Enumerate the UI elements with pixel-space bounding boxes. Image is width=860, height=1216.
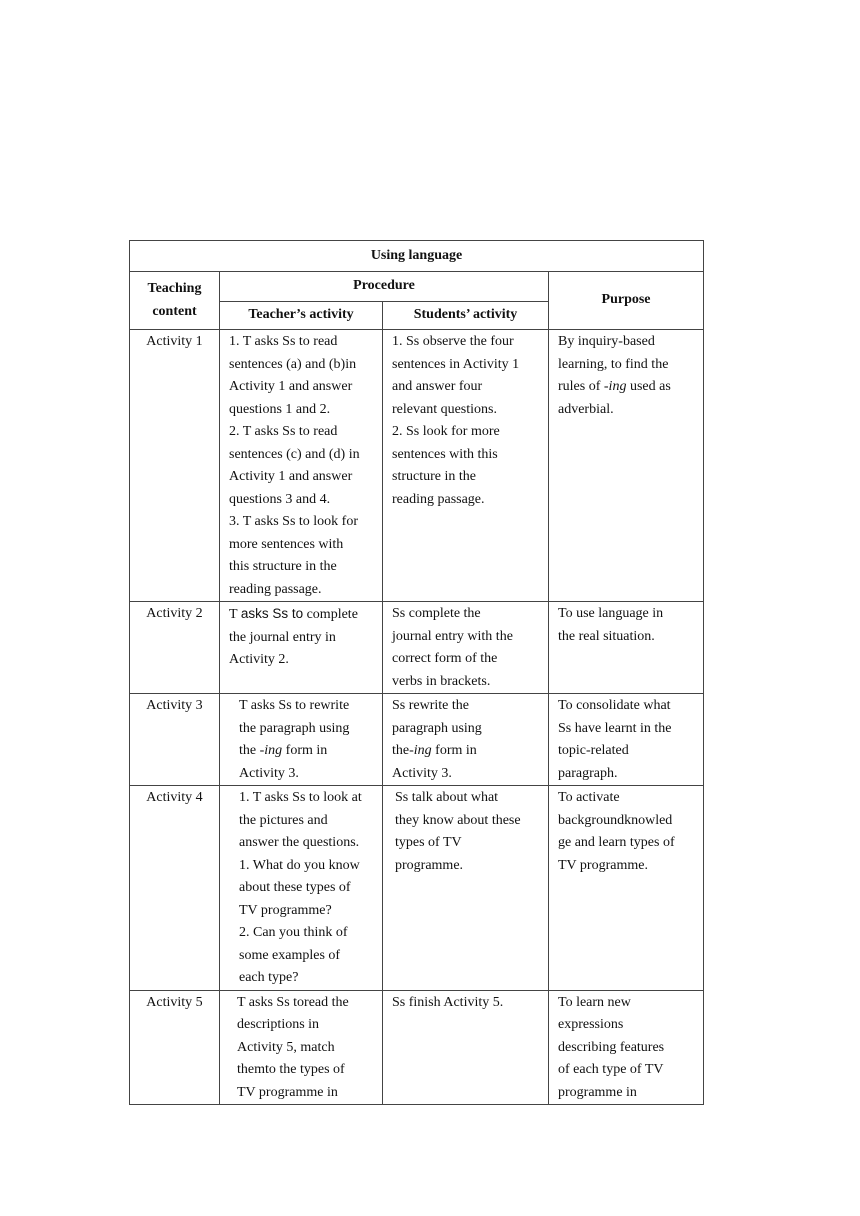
cell-text: correct form of the xyxy=(392,651,498,666)
cell-line xyxy=(392,992,539,1015)
cell-text: Ss finish Activity 5. xyxy=(392,994,504,1010)
cell-line xyxy=(392,466,539,489)
students-activity-cell xyxy=(383,990,549,1105)
cell-text: -ing xyxy=(603,379,627,394)
cell-text: ge and learn types of xyxy=(558,835,675,850)
cell-text: 1. What do you know xyxy=(239,857,360,873)
activity-label-text: Activity 4 xyxy=(146,790,203,805)
header-teaching-content-line-1: Teaching xyxy=(147,281,202,296)
cell-line xyxy=(239,787,373,810)
cell-line xyxy=(395,787,539,810)
cell-line xyxy=(239,832,373,855)
purpose-cell xyxy=(549,990,704,1105)
cell-text: and answer four xyxy=(392,379,483,394)
activity-label xyxy=(130,990,220,1105)
cell-line xyxy=(229,331,373,354)
purpose-cell xyxy=(549,602,704,694)
cell-line xyxy=(229,511,373,534)
table-row xyxy=(130,786,704,991)
cell-line xyxy=(237,992,373,1015)
cell-text: questions 1 and 2. xyxy=(229,401,331,417)
cell-line xyxy=(229,354,373,377)
cell-line xyxy=(558,1059,694,1082)
cell-text: TV programme in xyxy=(237,1084,338,1100)
cell-text: answer the questions. xyxy=(239,835,360,850)
cell-line xyxy=(395,855,539,878)
cell-text: topic-related xyxy=(558,743,629,758)
cell-text: the paragraph using xyxy=(239,720,350,736)
cell-line xyxy=(558,695,694,718)
cell-line xyxy=(392,603,539,626)
cell-text: this structure in the xyxy=(229,559,337,574)
cell-text: 1. T asks Ss to read xyxy=(229,334,338,349)
lesson-plan-table xyxy=(129,240,704,1105)
activity-label-text: Activity 3 xyxy=(146,698,203,713)
cell-text: journal entry with the xyxy=(392,628,513,644)
cell-line xyxy=(392,763,539,786)
cell-line xyxy=(229,649,373,672)
cell-text: 3. T asks Ss to look for xyxy=(229,514,358,529)
cell-line xyxy=(392,354,539,377)
activity-label-text: Activity 2 xyxy=(146,606,203,621)
cell-text: questions 3 and 4. xyxy=(229,491,331,507)
cell-text: describing features xyxy=(558,1039,665,1055)
cell-line xyxy=(392,444,539,467)
cell-text: the xyxy=(392,743,410,758)
cell-line xyxy=(237,1059,373,1082)
cell-line xyxy=(239,855,373,878)
cell-line xyxy=(239,740,373,763)
cell-line xyxy=(558,354,694,377)
table-title: Using language xyxy=(130,241,704,272)
cell-line xyxy=(229,534,373,557)
cell-text: some examples of xyxy=(239,947,341,963)
cell-text: Activity 1 and answer xyxy=(229,379,353,394)
cell-text: paragraph. xyxy=(558,765,618,781)
cell-line xyxy=(392,648,539,671)
cell-line xyxy=(239,810,373,833)
cell-text: form in xyxy=(282,743,328,758)
cell-text: Ss complete the xyxy=(392,606,481,621)
cell-line xyxy=(392,489,539,512)
cell-line xyxy=(558,718,694,741)
cell-text: -ing xyxy=(259,743,283,758)
cell-line xyxy=(229,466,373,489)
cell-text: To use language in xyxy=(558,606,664,621)
table-row xyxy=(130,330,704,602)
cell-line xyxy=(558,1037,694,1060)
cell-line xyxy=(229,556,373,579)
cell-line xyxy=(229,579,373,602)
cell-text: types of TV xyxy=(395,835,462,850)
activity-label xyxy=(130,602,220,694)
cell-text: the pictures and xyxy=(239,812,328,828)
teacher-activity-cell xyxy=(220,694,383,786)
cell-text: paragraph using xyxy=(392,720,482,736)
cell-line xyxy=(237,1014,373,1037)
cell-line xyxy=(558,603,694,626)
cell-text: sentences in Activity 1 xyxy=(392,356,520,372)
cell-line xyxy=(392,421,539,444)
cell-line xyxy=(395,832,539,855)
teacher-activity-cell xyxy=(220,786,383,991)
cell-text: used as xyxy=(626,379,671,394)
cell-line xyxy=(392,740,539,763)
cell-text: rules of xyxy=(558,379,604,394)
cell-text: Activity 1 and answer xyxy=(229,469,353,484)
teacher-activity-cell xyxy=(220,602,383,694)
cell-text: structure in the xyxy=(392,469,476,484)
cell-text: Ss talk about what xyxy=(395,790,499,805)
cell-text: backgroundknowled xyxy=(558,812,673,828)
cell-line xyxy=(558,832,694,855)
cell-line xyxy=(392,331,539,354)
cell-line xyxy=(229,603,373,627)
table-row xyxy=(130,990,704,1105)
cell-text: -ing xyxy=(409,743,432,758)
cell-line xyxy=(239,967,373,990)
cell-text: form in xyxy=(431,743,477,758)
activity-label xyxy=(130,694,220,786)
cell-text: programme in xyxy=(558,1084,637,1100)
cell-text: To activate xyxy=(558,790,620,805)
table-row xyxy=(130,694,704,786)
cell-text: themto the types of xyxy=(237,1062,345,1077)
students-activity-cell xyxy=(383,786,549,991)
cell-line xyxy=(229,444,373,467)
cell-line xyxy=(237,1037,373,1060)
cell-text: T asks Ss to rewrite xyxy=(239,698,350,713)
cell-text: 2. Can you think of xyxy=(239,925,348,940)
cell-line xyxy=(558,399,694,422)
cell-line xyxy=(229,421,373,444)
cell-text: of each type of TV xyxy=(558,1062,664,1077)
cell-text: each type? xyxy=(239,970,299,985)
cell-text: Ss rewrite the xyxy=(392,698,469,713)
header-teacher-activity: Teacher’s activity xyxy=(220,302,383,330)
cell-text: asks Ss to xyxy=(240,606,304,621)
cell-line xyxy=(239,763,373,786)
cell-text: they know about these xyxy=(395,812,521,828)
cell-text: adverbial. xyxy=(558,401,614,417)
cell-line xyxy=(392,399,539,422)
header-purpose: Purpose xyxy=(549,272,704,330)
purpose-cell xyxy=(549,694,704,786)
cell-line xyxy=(558,1014,694,1037)
cell-line xyxy=(392,695,539,718)
cell-text: 2. Ss look for more xyxy=(392,424,500,439)
cell-line xyxy=(558,810,694,833)
cell-text: complete xyxy=(303,607,358,622)
cell-text: relevant questions. xyxy=(392,401,497,417)
students-activity-cell xyxy=(383,602,549,694)
cell-text: more sentences with xyxy=(229,536,344,552)
teacher-activity-cell xyxy=(220,330,383,602)
cell-text: T xyxy=(229,607,241,622)
cell-text: Ss have learnt in the xyxy=(558,720,672,736)
cell-line xyxy=(558,787,694,810)
teacher-activity-cell xyxy=(220,990,383,1105)
cell-line xyxy=(392,626,539,649)
cell-line xyxy=(392,376,539,399)
students-activity-cell xyxy=(383,330,549,602)
cell-text: expressions xyxy=(558,1017,624,1032)
activity-label-text: Activity 1 xyxy=(146,334,203,349)
activity-label-text: Activity 5 xyxy=(146,994,203,1010)
cell-text: 1. T asks Ss to look at xyxy=(239,790,362,805)
cell-line xyxy=(395,810,539,833)
cell-line xyxy=(239,718,373,741)
cell-line xyxy=(558,740,694,763)
cell-text: descriptions in xyxy=(237,1017,320,1032)
cell-text: T asks Ss toread the xyxy=(237,994,349,1010)
cell-line xyxy=(237,1082,373,1105)
header-students-activity: Students’ activity xyxy=(383,302,549,330)
cell-line xyxy=(239,695,373,718)
cell-text: learning, to find the xyxy=(558,356,669,372)
cell-text: To consolidate what xyxy=(558,698,671,713)
cell-line xyxy=(558,331,694,354)
cell-line xyxy=(558,626,694,649)
cell-text: sentences (c) and (d) in xyxy=(229,446,360,462)
cell-line xyxy=(229,627,373,650)
cell-text: the xyxy=(239,743,260,758)
header-teaching-content xyxy=(130,272,220,330)
cell-line xyxy=(239,922,373,945)
cell-text: By inquiry-based xyxy=(558,334,655,349)
purpose-cell xyxy=(549,330,704,602)
purpose-cell xyxy=(549,786,704,991)
cell-text: Activity 3. xyxy=(239,765,299,781)
cell-text: Activity 2. xyxy=(229,652,289,667)
cell-text: sentences with this xyxy=(392,446,498,462)
cell-text: about these types of xyxy=(239,880,351,895)
cell-text: TV programme? xyxy=(239,902,332,918)
cell-text: 2. T asks Ss to read xyxy=(229,424,338,439)
table-row xyxy=(130,602,704,694)
cell-text: sentences (a) and (b)in xyxy=(229,356,357,372)
cell-text: programme. xyxy=(395,857,464,873)
cell-text: verbs in brackets. xyxy=(392,673,491,689)
activity-label xyxy=(130,786,220,991)
cell-line xyxy=(392,718,539,741)
cell-text: the real situation. xyxy=(558,628,655,644)
activity-label xyxy=(130,330,220,602)
cell-text: the journal entry in xyxy=(229,629,336,645)
cell-line xyxy=(558,855,694,878)
cell-line xyxy=(392,671,539,694)
header-procedure: Procedure xyxy=(220,272,549,302)
cell-line xyxy=(558,1082,694,1105)
header-teaching-content-line-2: content xyxy=(152,303,197,319)
cell-text: Activity 5, match xyxy=(237,1039,335,1055)
students-activity-cell xyxy=(383,694,549,786)
cell-text: reading passage. xyxy=(229,581,322,597)
cell-line xyxy=(558,992,694,1015)
cell-line xyxy=(229,489,373,512)
cell-text: To learn new xyxy=(558,994,631,1010)
cell-line xyxy=(229,399,373,422)
cell-text: Activity 3. xyxy=(392,765,452,781)
cell-line xyxy=(229,376,373,399)
cell-line xyxy=(239,877,373,900)
cell-line xyxy=(239,900,373,923)
cell-line xyxy=(239,945,373,968)
cell-text: TV programme. xyxy=(558,857,648,873)
cell-text: reading passage. xyxy=(392,491,485,507)
cell-line xyxy=(558,376,694,399)
cell-text: 1. Ss observe the four xyxy=(392,334,514,349)
cell-line xyxy=(558,763,694,786)
